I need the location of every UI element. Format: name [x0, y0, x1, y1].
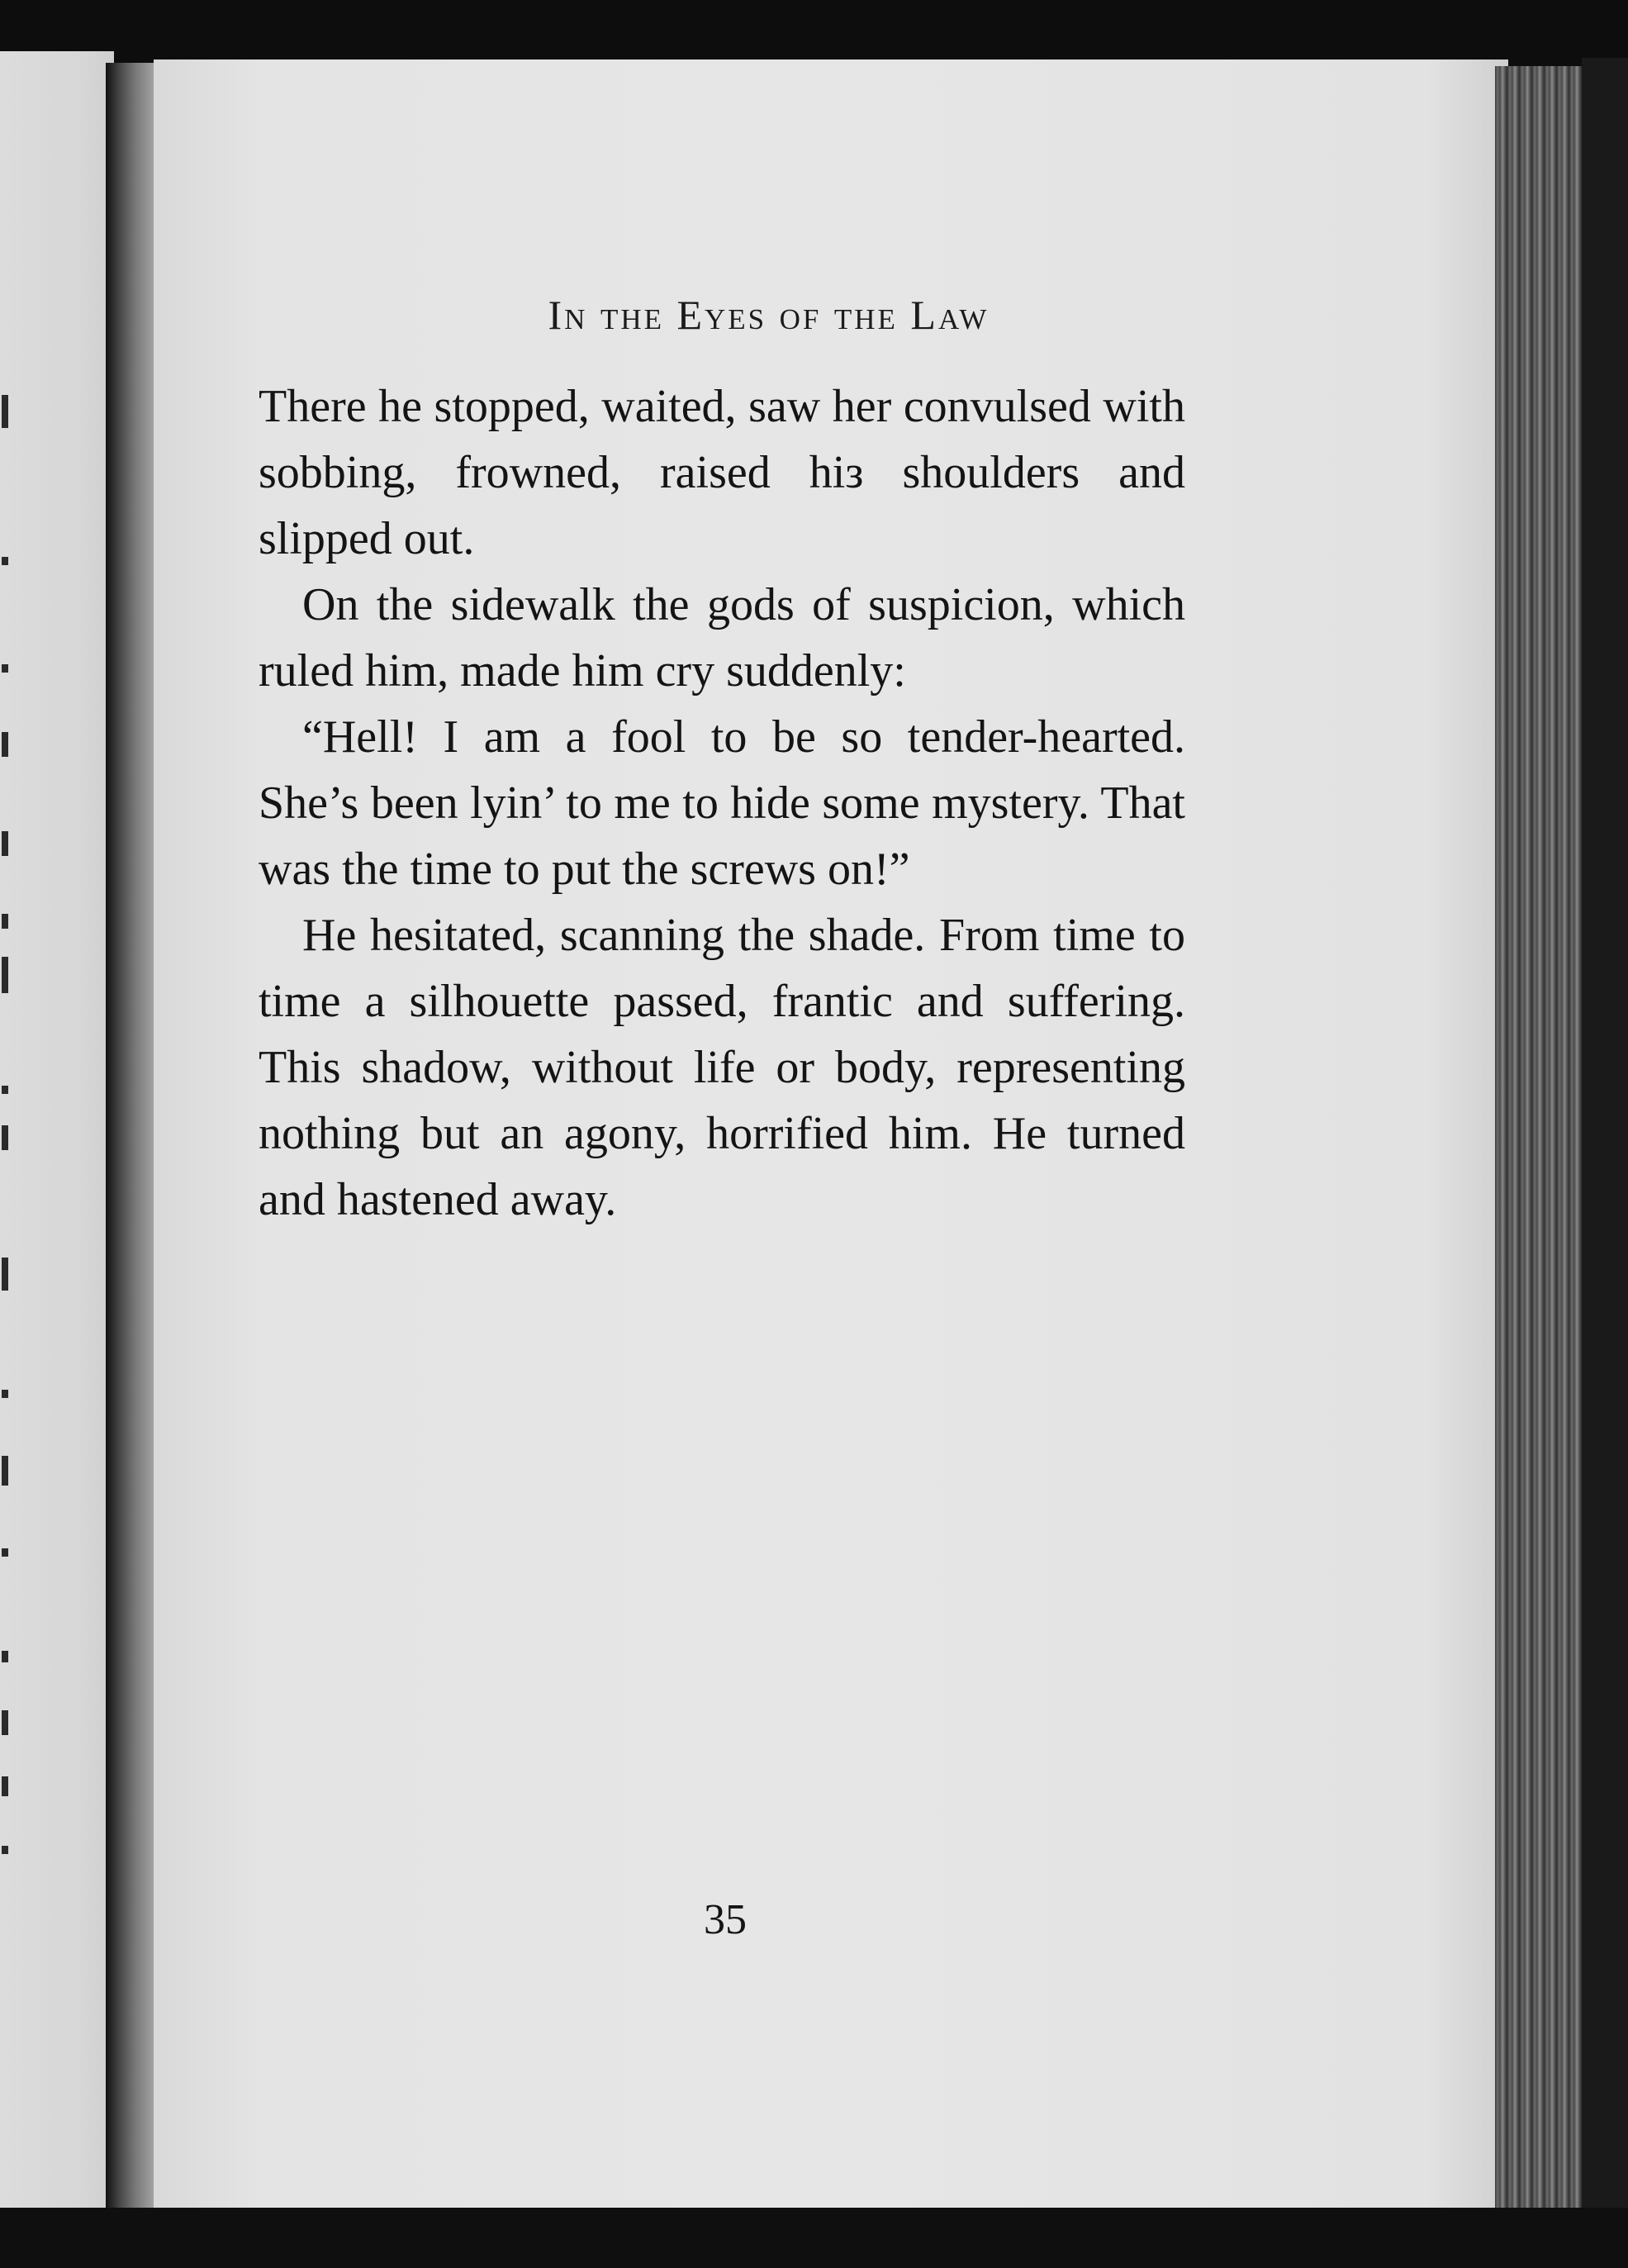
body-text	[259, 373, 1185, 1233]
facing-page-edge	[0, 51, 114, 2209]
book-fore-edge	[1495, 66, 1594, 2214]
page-number: 35	[704, 1896, 747, 1943]
paragraph: He hesitated, scanning the shade. From time to time a silhouette passed, frantic and suffering. This shadow, without life or body, representing nothing but an agony, horrified him. He turned and hastened away.	[259, 910, 1185, 1225]
background-right	[1582, 58, 1628, 2223]
background-bottom	[0, 2208, 1628, 2268]
paragraph: “Hell! I am a fool to be so tender-hearted. She’s been lyin’ to me to hide some mystery. That was the time to put the screws on!”	[259, 711, 1185, 895]
running-head-text: In the Eyes of the Law	[548, 292, 990, 338]
paragraph: There he stopped, waited, saw her convulsed with sobbing, frowned, raised hiз shoulders and slipped out.	[259, 381, 1185, 564]
paragraph: On the sidewalk the gods of suspicion, which ruled him, made him cry suddenly:	[259, 579, 1185, 697]
running-head	[0, 291, 1628, 339]
